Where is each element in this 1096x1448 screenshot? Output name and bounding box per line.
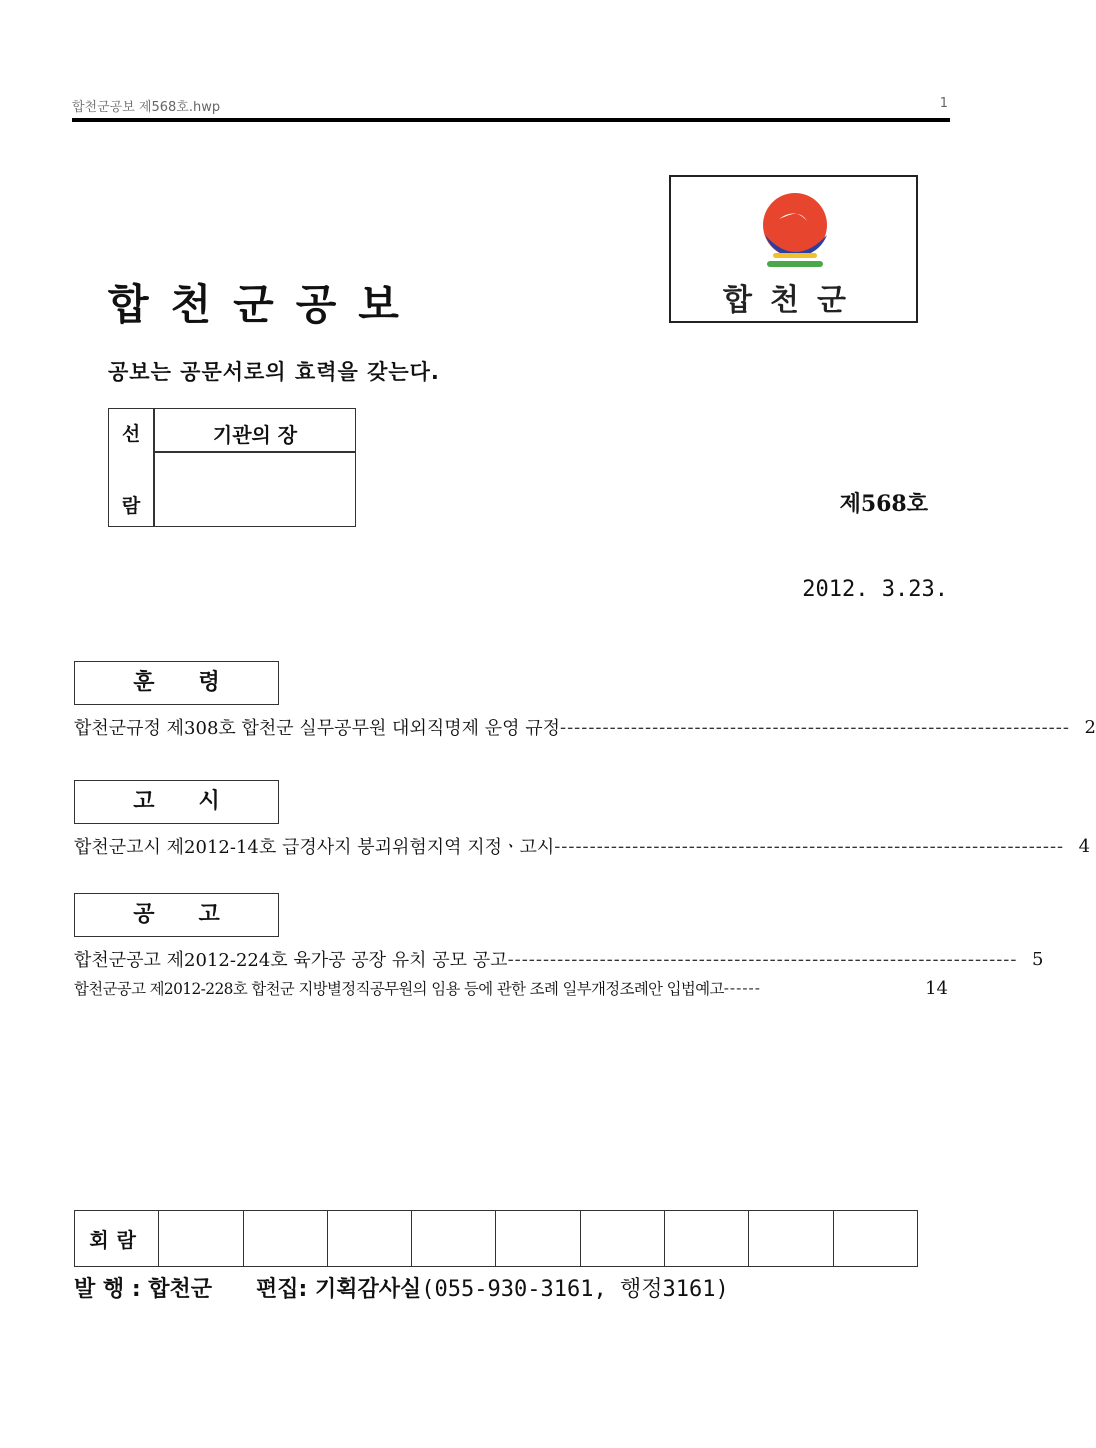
section-heading-announcement: 공고: [74, 893, 279, 937]
approval-cell: [327, 1211, 411, 1266]
leader-dashes: ------: [723, 979, 761, 997]
toc-entry-page: 2: [1084, 716, 1096, 738]
logo-text: 합천군: [723, 283, 864, 318]
toc-entry-page: 5: [1032, 948, 1044, 970]
circulation-label-top: 선: [121, 423, 141, 445]
approval-cell: [580, 1211, 664, 1266]
approval-table: [74, 1210, 918, 1267]
bulletin-title: 합천군공보: [108, 280, 421, 329]
circulation-box: [108, 408, 356, 527]
circulation-divider-horizontal: [153, 451, 355, 453]
editor: 편집: 기획감사실: [256, 1277, 422, 1302]
approval-cell: [495, 1211, 579, 1266]
toc-entry[interactable]: [74, 833, 1091, 859]
section-heading-notice: 고시: [74, 780, 279, 824]
toc-entry-title: 합천군고시 제2012-14호 급경사지 붕괴위험지역 지정ㆍ고시: [74, 837, 555, 858]
circulation-header: 기관의 장: [212, 423, 298, 447]
leader-dashes: ------------------------------------------------------------------------: [560, 716, 1070, 738]
page-number: 1: [939, 96, 948, 111]
county-emblem-icon: [749, 189, 841, 277]
county-logo-box: [669, 175, 918, 323]
leader-dashes: ------------------------------------------------------------------------: [554, 835, 1065, 857]
toc-entry-title: 합천군규정 제308호 합천군 실무공무원 대외직명제 운영 규정: [74, 718, 560, 739]
toc-entry-title: 합천군공고 제2012-224호 육가공 공장 유치 공모 공고: [74, 950, 508, 971]
approval-cell: [411, 1211, 495, 1266]
toc-entry-title: 합천군공고 제2012-228호 합천군 지방별정직공무원의 임용 등에 관한 조례 일부개정조례안 입법예고: [74, 980, 724, 998]
toc-entry[interactable]: [74, 975, 948, 1001]
approval-cell: [833, 1211, 917, 1266]
issue-number: 제568호: [839, 491, 928, 517]
issue-date: 2012. 3.23.: [802, 577, 948, 602]
toc-entry[interactable]: [74, 714, 1096, 740]
document-filename: 합천군공보 제568호.hwp: [72, 100, 221, 115]
toc-entry-page: 4: [1078, 835, 1091, 857]
approval-cell: [748, 1211, 832, 1266]
approval-cell: [664, 1211, 748, 1266]
approval-cell: [243, 1211, 327, 1266]
toc-entry[interactable]: [74, 946, 1044, 972]
header-rule: [72, 118, 950, 122]
section-heading-directive: 훈령: [74, 661, 279, 705]
publisher: 발 행 : 합천군: [74, 1277, 213, 1302]
bulletin-subtitle: 공보는 공문서로의 효력을 갖는다.: [108, 360, 440, 384]
approval-cell: [158, 1211, 242, 1266]
contact-info: (055-930-3161, 행정3161): [421, 1277, 729, 1302]
leader-dashes: ------------------------------------------------------------------------: [507, 948, 1018, 970]
toc-entry-page: 14: [925, 977, 948, 999]
approval-label: 회람: [89, 1228, 144, 1252]
circulation-label-bottom: 람: [121, 495, 141, 517]
publication-footer: [74, 1272, 729, 1303]
